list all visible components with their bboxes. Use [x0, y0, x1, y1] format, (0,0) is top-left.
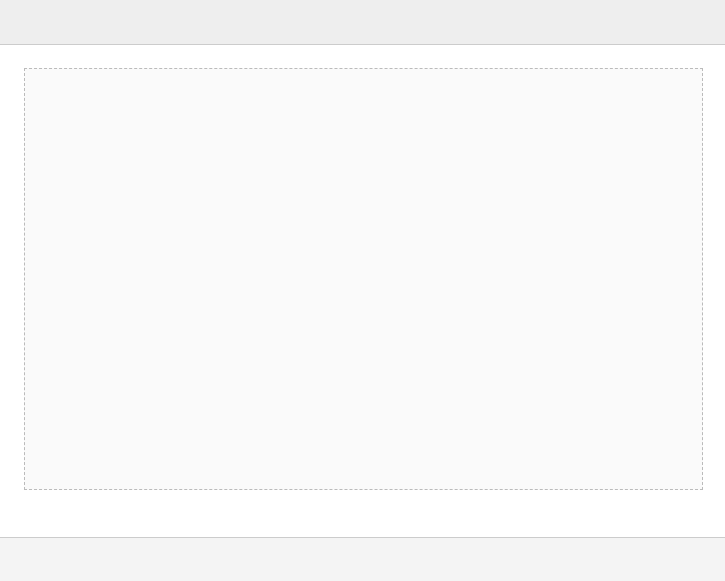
content-placeholder [24, 68, 703, 490]
bottom-bar [0, 537, 725, 581]
top-bar [0, 0, 725, 45]
